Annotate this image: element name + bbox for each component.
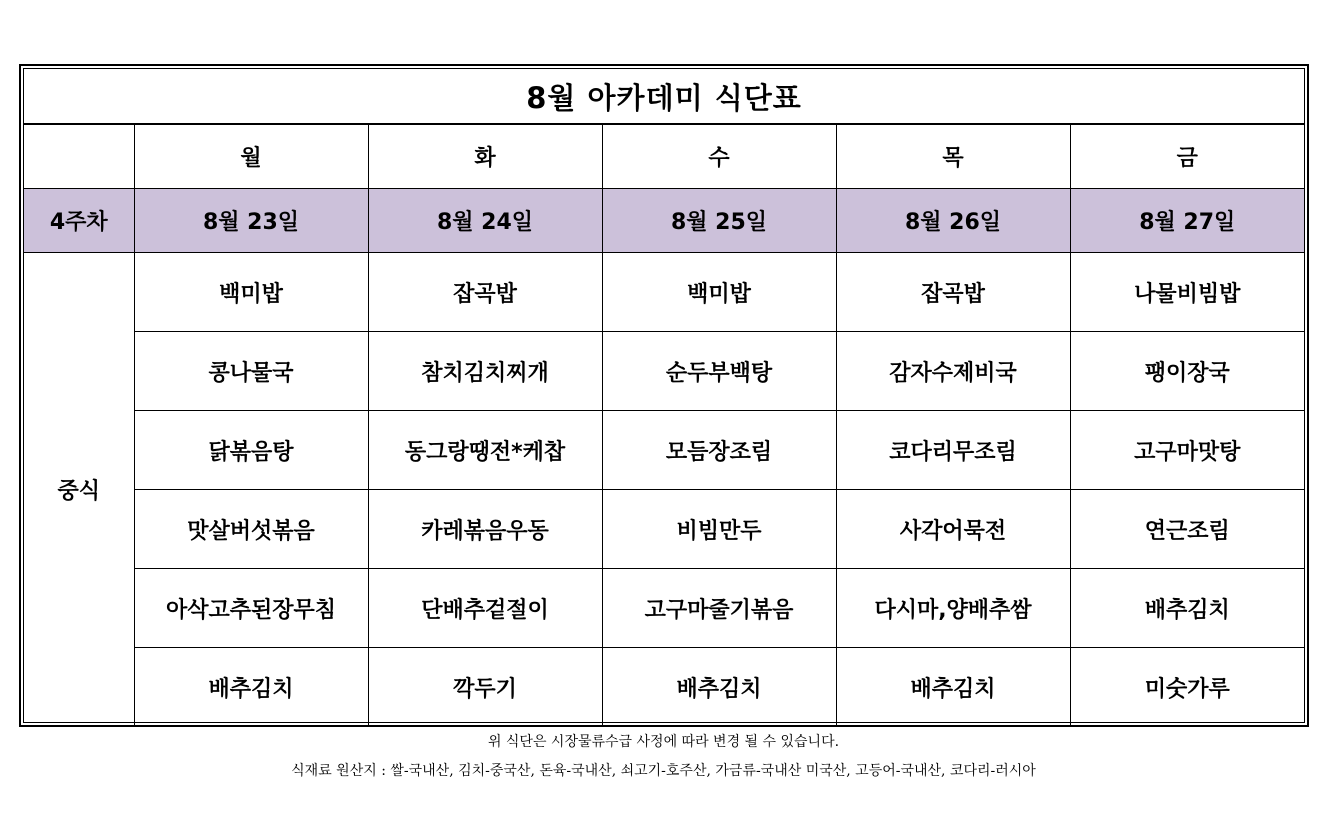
menu-board [19,64,1309,727]
menu-cell: 잡곡밥 [836,253,1070,332]
day-header: 월 [134,125,368,189]
page-title: 8월 아카데미 식단표 [24,69,1304,125]
menu-row [24,253,1304,332]
menu-cell: 배추김치 [134,648,368,727]
menu-cell: 동그랑땡전*케찹 [368,411,602,490]
menu-cell: 닭볶음탕 [134,411,368,490]
menu-cell: 백미밥 [602,253,836,332]
menu-cell: 연근조림 [1070,490,1304,569]
menu-cell: 나물비빔밥 [1070,253,1304,332]
corner-cell [24,125,134,189]
menu-cell: 참치김치찌개 [368,332,602,411]
menu-cell: 잡곡밥 [368,253,602,332]
menu-cell: 모듬장조림 [602,411,836,490]
day-header: 수 [602,125,836,189]
change-notice: 위 식단은 시장물류수급 사정에 따라 변경 될 수 있습니다. [487,734,840,750]
date-cell: 8월 24일 [368,189,602,253]
date-cell: 8월 23일 [134,189,368,253]
menu-row [24,490,1304,569]
menu-cell: 비빔만두 [602,490,836,569]
menu-cell: 감자수제비국 [836,332,1070,411]
menu-cell: 팽이장국 [1070,332,1304,411]
date-cell: 8월 27일 [1070,189,1304,253]
menu-cell: 맛살버섯볶음 [134,490,368,569]
menu-cell: 사각어묵전 [836,490,1070,569]
menu-row [24,332,1304,411]
menu-cell: 코다리무조림 [836,411,1070,490]
menu-row [24,411,1304,490]
day-header: 금 [1070,125,1304,189]
day-header: 목 [836,125,1070,189]
menu-cell: 배추김치 [1070,569,1304,648]
menu-row [24,569,1304,648]
menu-cell: 고구마줄기볶음 [602,569,836,648]
date-cell: 8월 26일 [836,189,1070,253]
menu-cell: 미숫가루 [1070,648,1304,727]
meal-label: 중식 [24,253,134,727]
menu-board-inner [23,68,1305,723]
origin-notice: 식재료 원산지 : 쌀-국내산, 김치-중국산, 돈육-국내산, 쇠고기-호주산, 가금류-국내산 미국산, 고등어-국내산, 코다리-러시아 [291,763,1036,779]
menu-cell: 카레볶음우동 [368,490,602,569]
menu-cell: 콩나물국 [134,332,368,411]
menu-cell: 배추김치 [602,648,836,727]
menu-cell: 배추김치 [836,648,1070,727]
menu-cell: 단배추겉절이 [368,569,602,648]
day-header-row [24,125,1304,189]
week-label: 4주차 [24,189,134,253]
menu-cell: 아삭고추된장무침 [134,569,368,648]
menu-cell: 다시마,양배추쌈 [836,569,1070,648]
menu-cell: 고구마맛탕 [1070,411,1304,490]
date-row [24,189,1304,253]
day-header: 화 [368,125,602,189]
menu-cell: 깍두기 [368,648,602,727]
date-cell: 8월 25일 [602,189,836,253]
menu-cell: 백미밥 [134,253,368,332]
menu-row [24,648,1304,727]
menu-cell: 순두부백탕 [602,332,836,411]
menu-table [24,125,1304,727]
